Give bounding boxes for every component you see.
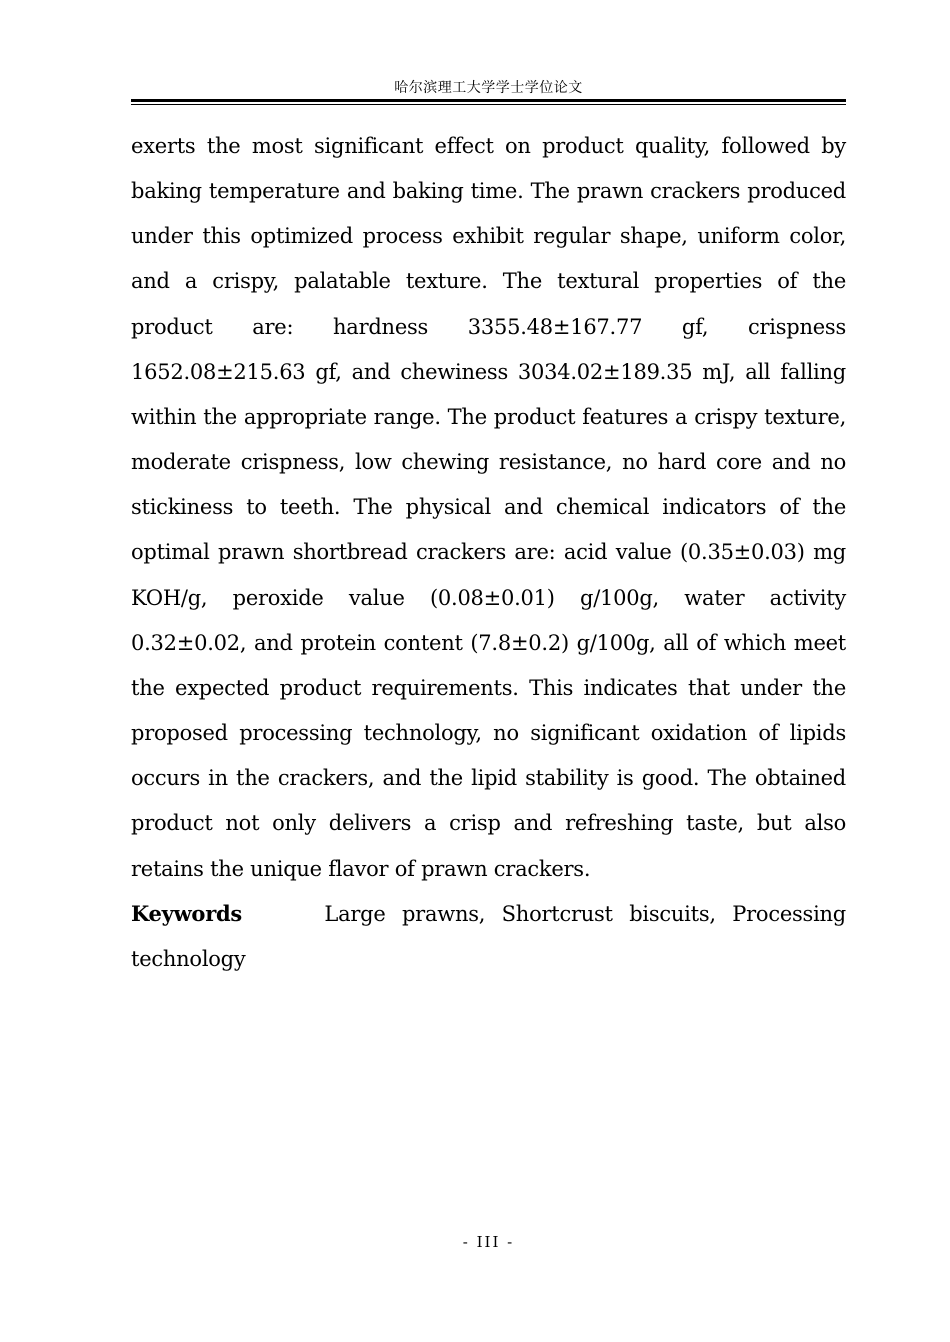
keywords-line — [131, 891, 846, 982]
page-number: - III - — [462, 1233, 515, 1251]
header-rule-thin — [131, 104, 846, 105]
header-rule-thick — [131, 99, 846, 102]
keywords-text: Large prawns, Shortcrust biscuits, Processing technology — [131, 902, 846, 972]
keywords-label: Keywords — [131, 901, 243, 926]
running-header: 哈尔滨理工大学学士学位论文 — [394, 80, 583, 96]
abstract-paragraph: exerts the most significant effect on product quality, followed by baking temperature and baking time. The prawn crackers produced under this optimized process exhibit regular shape, uniform color, and a crispy, palatable texture. The textural properties of the product are: hardness 3355.48±167.77 gf, crispness 1652.08±215.63 gf, and chewiness 3034.02±189.35 mJ, all falling within the appropriate range. The product features a crispy texture, moderate crispness, low chewing resistance, no hard core and no stickiness to teeth. The physical and chemical indicators of the optimal prawn shortbread crackers are: acid value (0.35±0.03) mg KOH/g, peroxide value (0.08±0.01) g/100g, water activity 0.32±0.02, and protein content (7.8±0.2) g/100g, all of which meet the expected product requirements. This indicates that under the proposed processing technology, no significant oxidation of lipids occurs in the crackers, and the lipid stability is good. The obtained product not only delivers a crisp and refreshing taste, but also retains the unique flavor of prawn crackers. — [131, 134, 846, 881]
